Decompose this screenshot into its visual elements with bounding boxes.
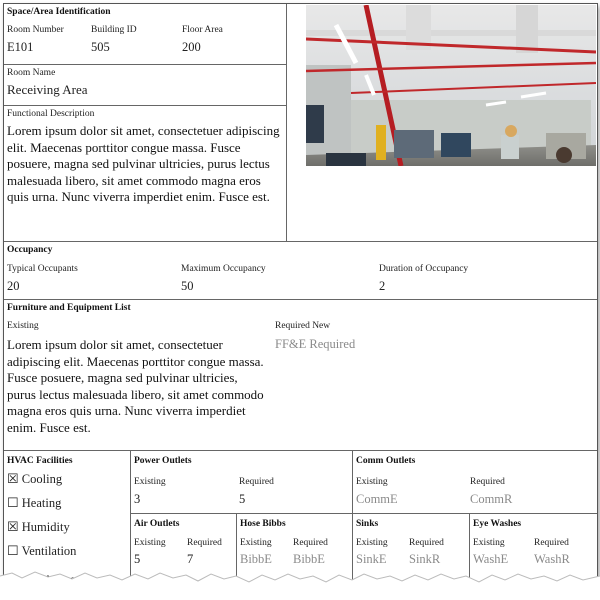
wash-required-label: Required	[534, 538, 569, 548]
hvac-cooling-item[interactable]	[7, 471, 62, 487]
hvac-ventilation-item[interactable]	[7, 543, 76, 559]
air-outlets-title: Air Outlets	[134, 519, 180, 529]
furniture-section	[4, 300, 597, 451]
power-outlets-section	[131, 451, 353, 514]
duration-occupancy-label: Duration of Occupancy	[379, 264, 469, 274]
furniture-title: Furniture and Equipment List	[7, 303, 131, 313]
wash-required-value: WashR	[534, 552, 570, 566]
sinks-required-value: SinkR	[409, 552, 441, 566]
hvac-humidity-item[interactable]	[7, 519, 70, 535]
functional-description-label: Functional Description	[7, 109, 95, 119]
maximum-occupancy-label: Maximum Occupancy	[181, 264, 266, 274]
functional-description-text: Lorem ipsum dolor sit amet, consectetuer adipiscing elit. Maecenas porttitor congue massa. Fusce posuere, magna sed pulvinar ultricies, purus lectus malesuada libero, sit amet commodo magna eros quis urna. Nunc viverra imperdiet enim. Fusce est.	[7, 123, 280, 204]
hose-bibbs-title: Hose Bibbs	[240, 519, 286, 529]
space-identification-title: Space/Area Identification	[7, 7, 111, 17]
hose-existing-label: Existing	[240, 538, 272, 548]
room-name-section	[4, 65, 287, 106]
ventilation-checkbox[interactable]: ☐	[7, 543, 19, 558]
comm-required-label: Required	[470, 477, 505, 487]
comm-existing-value: CommE	[356, 492, 398, 506]
eye-washes-title: Eye Washes	[473, 519, 522, 529]
humidity-label: Humidity	[21, 520, 70, 534]
air-required-label: Required	[187, 538, 222, 548]
furniture-existing-label: Existing	[7, 321, 39, 331]
heating-label: Heating	[21, 496, 62, 510]
power-required-label: Required	[239, 477, 274, 487]
room-name-label: Room Name	[7, 68, 56, 78]
comm-required-value: CommR	[470, 492, 513, 506]
room-number-value: E101	[7, 40, 34, 54]
wash-existing-label: Existing	[473, 538, 505, 548]
functional-description-section	[4, 106, 287, 242]
maximum-occupancy-value: 50	[181, 279, 194, 293]
hose-required-label: Required	[293, 538, 328, 548]
required-new-value: FF&E Required	[275, 337, 356, 351]
occupancy-title: Occupancy	[7, 245, 53, 255]
sinks-title: Sinks	[356, 519, 379, 529]
typical-occupants-value: 20	[7, 279, 20, 293]
hose-required-value: BibbE	[293, 552, 325, 566]
floor-area-value: 200	[182, 40, 201, 54]
wash-existing-value: WashE	[473, 552, 509, 566]
space-data-sheet	[3, 3, 598, 585]
furniture-existing-text: Lorem ipsum dolor sit amet, consectetuer adipiscing elit. Maecenas porttitor congue massa. Fusce posuere, magna sed pulvinar ultricies, purus lectus malesuada libero, sit amet commodo magna eros quis urna. Nunc viverra imperdiet enim. Fusce est.	[7, 337, 264, 435]
occupancy-section	[4, 242, 597, 300]
sinks-required-label: Required	[409, 538, 444, 548]
room-name-value: Receiving Area	[7, 82, 88, 97]
heating-checkbox[interactable]: ☐	[7, 495, 19, 510]
ventilation-label: Ventilation	[21, 544, 77, 558]
cooling-label: Cooling	[21, 472, 63, 486]
duration-occupancy-value: 2	[379, 279, 386, 293]
hvac-heating-item[interactable]	[7, 495, 61, 511]
torn-edge	[0, 570, 600, 600]
typical-occupants-label: Typical Occupants	[7, 264, 78, 274]
required-new-label: Required New	[275, 321, 331, 331]
building-id-label: Building ID	[91, 25, 137, 35]
comm-existing-label: Existing	[356, 477, 388, 487]
space-identification-section	[4, 4, 287, 65]
air-required-value: 7	[187, 552, 194, 566]
power-required-value: 5	[239, 492, 246, 506]
air-existing-value: 5	[134, 552, 141, 566]
humidity-checkbox[interactable]: ☒	[7, 519, 19, 534]
sinks-existing-label: Existing	[356, 538, 388, 548]
comm-outlets-section	[353, 451, 597, 514]
power-existing-value: 3	[134, 492, 141, 506]
cooling-checkbox[interactable]: ☒	[7, 471, 19, 486]
hose-existing-value: BibbE	[240, 552, 272, 566]
floor-area-label: Floor Area	[182, 25, 223, 35]
building-id-value: 505	[91, 40, 110, 54]
sinks-existing-value: SinkE	[356, 552, 387, 566]
room-number-label: Room Number	[7, 25, 64, 35]
hvac-title: HVAC Facilities	[7, 456, 73, 466]
power-outlets-title: Power Outlets	[134, 456, 192, 466]
power-existing-label: Existing	[134, 477, 166, 487]
room-photo	[306, 5, 596, 166]
hvac-section	[4, 451, 131, 584]
air-existing-label: Existing	[134, 538, 166, 548]
comm-outlets-title: Comm Outlets	[356, 456, 416, 466]
